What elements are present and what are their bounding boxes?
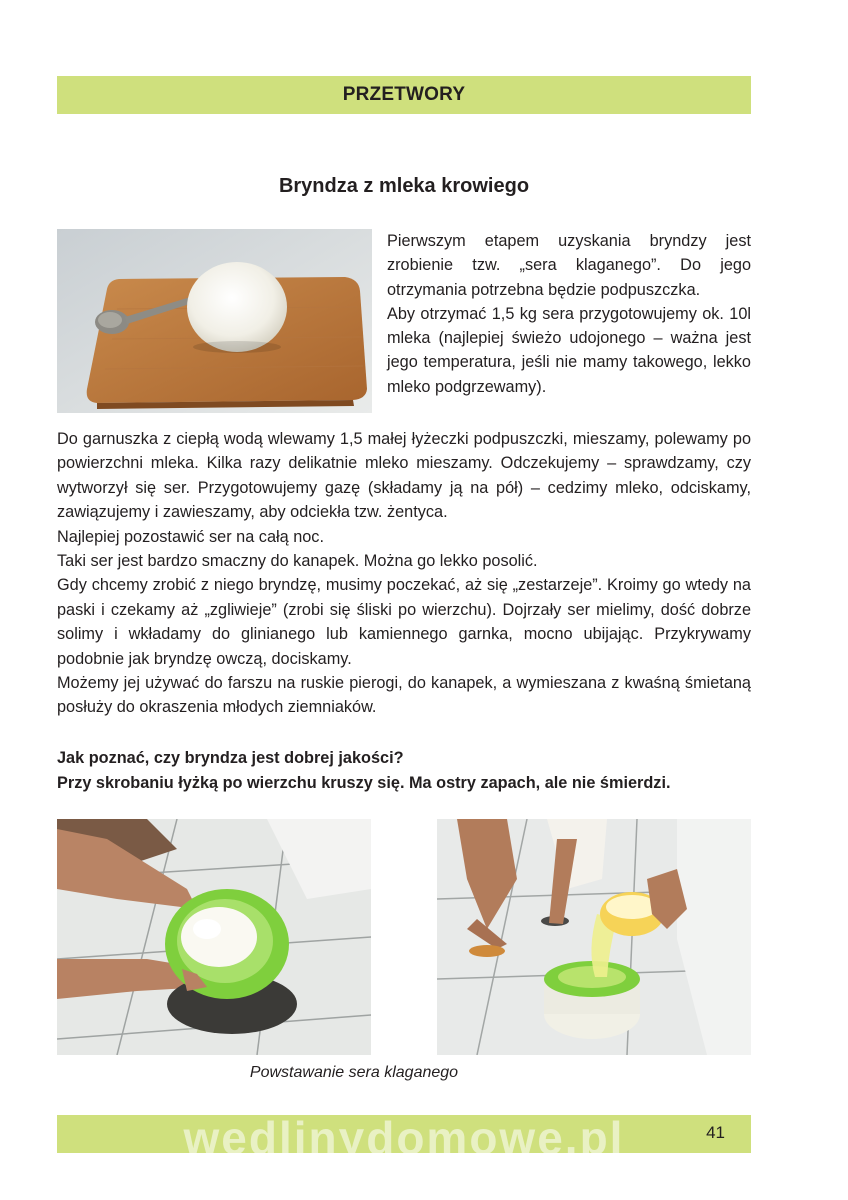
page-number: 41 [706,1123,725,1142]
photo-caption: Powstawanie sera klaganego [249,1064,459,1081]
intro-paragraph: Aby otrzymać 1,5 kg sera przygotowujemy ok. 10l mleka (najlepiej świeżo udojonego – ważna jest jego temperatura, jeśli nie mamy takowego, lekko mleko podgrzewamy). [387,304,751,396]
article-title: Bryndza z mleka krowiego [278,175,530,197]
quality-question: Jak poznać, czy bryndza jest dobrej jakości? [57,749,404,767]
intro-text [387,229,751,399]
section-title: PRZETWORY [342,84,466,105]
section-header-bar [57,76,751,114]
footer-bar [57,1112,751,1164]
photo-cheese-on-board [57,229,372,413]
photo-pouring-milk [437,819,751,1055]
watermark: wedlinydomowe.pl [183,1112,625,1164]
body-text [57,427,751,720]
body-paragraph: Najlepiej pozostawić ser na całą noc. [57,527,324,546]
body-paragraph: Do garnuszka z ciepłą wodą wlewamy 1,5 małej łyżeczki podpuszczki, mieszamy, polewamy po powierzchni mleka. Kilka razy delikatnie mleko mieszamy. Odczekujemy – sprawdzamy, czy wytworzył się ser. Przygotowujemy gazę (składamy ją na pół) – cedzimy mleko, odciskamy, zawiązujemy i zawieszamy, aby odciekła tzw. żentyca. [57,430,751,522]
intro-paragraph: Pierwszym etapem uzyskania bryndzy jest zrobienie tzw. „sera klaganego”. Do jego otrzymania potrzebna będzie podpuszczka. [387,232,751,299]
quality-answer: Przy skrobaniu łyżką po wierzchu kruszy się. Ma ostry zapach, ale nie śmierdzi. [57,774,671,792]
quality-question-block [57,746,751,796]
body-paragraph: Możemy jej używać do farszu na ruskie pierogi, do kanapek, a wymieszana z kwaśną śmietaną posłuży do okraszenia młodych ziemniaków. [57,674,751,717]
body-paragraph: Taki ser jest bardzo smaczny do kanapek. Można go lekko posolić. [57,552,538,571]
body-paragraph: Gdy chcemy zrobić z niego bryndzę, musimy poczekać, aż się „zestarzeje”. Kroimy go wtedy na paski i czekamy aż „zgliwieje” (zrobi się śliski po wierzchu). Dojrzały ser mielimy, dość dobrze solimy i wkładamy do glinianego lub kamiennego garnka, mocno ubijając. Przykrywamy podobnie jak bryndzę owczą, dociskamy. [57,576,751,668]
photo-straining-cheese [57,819,371,1055]
